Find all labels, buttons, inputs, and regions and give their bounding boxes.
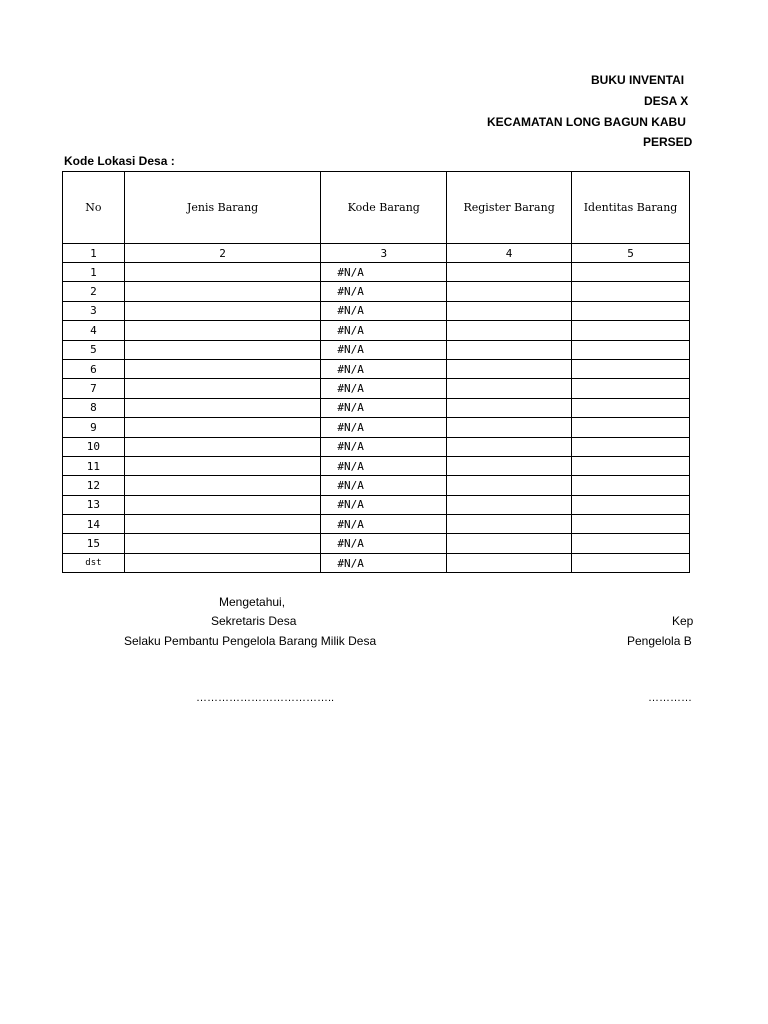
- cell-no: 5: [63, 340, 125, 359]
- cell-no: 12: [63, 476, 125, 495]
- table-row: [63, 398, 690, 417]
- doc-title-line-2: DESA X: [644, 94, 689, 108]
- cell-no: 14: [63, 515, 125, 534]
- table-row: [63, 418, 690, 437]
- cell-jenis-barang: [124, 515, 321, 534]
- cell-identitas-barang: [572, 476, 690, 495]
- cell-kode-barang: #N/A: [321, 321, 447, 340]
- cell-jenis-barang: [124, 263, 321, 282]
- cell-kode-barang: #N/A: [321, 282, 447, 301]
- cell-no: 3: [63, 301, 125, 320]
- cell-identitas-barang: [572, 534, 690, 553]
- cell-jenis-barang: [124, 340, 321, 359]
- cell-jenis-barang: [124, 437, 321, 456]
- cell-kode-barang: #N/A: [321, 456, 447, 475]
- cell-register-barang: [447, 359, 572, 378]
- cell-identitas-barang: [572, 321, 690, 340]
- cell-register-barang: [447, 340, 572, 359]
- cell-no: 2: [63, 282, 125, 301]
- cell-identitas-barang: [572, 515, 690, 534]
- cell-jenis-barang: [124, 301, 321, 320]
- table-row: [63, 456, 690, 475]
- cell-kode-barang: #N/A: [321, 379, 447, 398]
- cell-identitas-barang: [572, 359, 690, 378]
- cell-register-barang: [447, 301, 572, 320]
- inventory-table: [62, 171, 690, 573]
- cell-no: 7: [63, 379, 125, 398]
- cell-register-barang: [447, 515, 572, 534]
- cell-jenis-barang: [124, 553, 321, 572]
- column-header-register-barang: Register Barang: [447, 172, 572, 244]
- cell-kode-barang: #N/A: [321, 340, 447, 359]
- cell-register-barang: [447, 437, 572, 456]
- kode-lokasi-label: Kode Lokasi Desa :: [64, 154, 175, 168]
- table-body: [63, 263, 690, 573]
- cell-jenis-barang: [124, 456, 321, 475]
- cell-jenis-barang: [124, 398, 321, 417]
- cell-register-barang: [447, 476, 572, 495]
- cell-register-barang: [447, 495, 572, 514]
- cell-kode-barang: #N/A: [321, 301, 447, 320]
- column-header-kode-barang: Kode Barang: [321, 172, 447, 244]
- cell-register-barang: [447, 321, 572, 340]
- cell-no: 6: [63, 359, 125, 378]
- cell-kode-barang: #N/A: [321, 515, 447, 534]
- cell-identitas-barang: [572, 418, 690, 437]
- cell-register-barang: [447, 282, 572, 301]
- table-row: [63, 263, 690, 282]
- cell-no: 8: [63, 398, 125, 417]
- cell-no: 11: [63, 456, 125, 475]
- cell-register-barang: [447, 379, 572, 398]
- cell-jenis-barang: [124, 476, 321, 495]
- column-number: 3: [321, 244, 447, 263]
- cell-identitas-barang: [572, 301, 690, 320]
- cell-no: 1: [63, 263, 125, 282]
- table-row: [63, 495, 690, 514]
- cell-no: dst: [63, 553, 125, 572]
- cell-no: 4: [63, 321, 125, 340]
- cell-identitas-barang: [572, 553, 690, 572]
- table-row: [63, 515, 690, 534]
- cell-jenis-barang: [124, 495, 321, 514]
- column-header-identitas-barang: Identitas Barang: [572, 172, 690, 244]
- cell-kode-barang: #N/A: [321, 534, 447, 553]
- signature-left-line-3: Selaku Pembantu Pengelola Barang Milik Desa: [124, 634, 377, 648]
- cell-kode-barang: #N/A: [321, 437, 447, 456]
- table-row: [63, 437, 690, 456]
- cell-jenis-barang: [124, 418, 321, 437]
- cell-jenis-barang: [124, 321, 321, 340]
- table-row: [63, 534, 690, 553]
- cell-register-barang: [447, 263, 572, 282]
- signature-left-line-2: Sekretaris Desa: [211, 614, 297, 628]
- cell-jenis-barang: [124, 379, 321, 398]
- cell-identitas-barang: [572, 495, 690, 514]
- cell-identitas-barang: [572, 340, 690, 359]
- column-number-row: [63, 244, 690, 263]
- cell-register-barang: [447, 553, 572, 572]
- column-number: 5: [572, 244, 690, 263]
- table-header-row: [63, 172, 690, 244]
- column-header-no: No: [63, 172, 125, 244]
- cell-identitas-barang: [572, 398, 690, 417]
- cell-register-barang: [447, 456, 572, 475]
- signature-left-line-1: Mengetahui,: [219, 595, 286, 609]
- column-number: 1: [63, 244, 125, 263]
- table-row: [63, 553, 690, 572]
- cell-kode-barang: #N/A: [321, 359, 447, 378]
- signature-right-dots: …………: [648, 692, 692, 704]
- table-row: [63, 340, 690, 359]
- cell-identitas-barang: [572, 263, 690, 282]
- cell-kode-barang: #N/A: [321, 553, 447, 572]
- table-row: [63, 476, 690, 495]
- doc-title-line-4: PERSED: [643, 135, 693, 149]
- cell-kode-barang: #N/A: [321, 263, 447, 282]
- cell-kode-barang: #N/A: [321, 476, 447, 495]
- cell-identitas-barang: [572, 456, 690, 475]
- cell-jenis-barang: [124, 359, 321, 378]
- cell-no: 13: [63, 495, 125, 514]
- cell-identitas-barang: [572, 379, 690, 398]
- signature-left-dots: ………………………………..: [196, 692, 335, 704]
- table-row: [63, 359, 690, 378]
- cell-register-barang: [447, 398, 572, 417]
- cell-no: 15: [63, 534, 125, 553]
- cell-kode-barang: #N/A: [321, 495, 447, 514]
- signature-right-line-1: Kep: [672, 614, 694, 628]
- doc-title-line-1: BUKU INVENTAI: [591, 73, 685, 87]
- cell-no: 9: [63, 418, 125, 437]
- column-number: 4: [447, 244, 572, 263]
- cell-kode-barang: #N/A: [321, 398, 447, 417]
- table-row: [63, 282, 690, 301]
- cell-jenis-barang: [124, 534, 321, 553]
- doc-title-line-3: KECAMATAN LONG BAGUN KABU: [487, 115, 686, 129]
- signature-right-line-2: Pengelola B: [627, 634, 692, 648]
- cell-identitas-barang: [572, 437, 690, 456]
- cell-jenis-barang: [124, 282, 321, 301]
- column-header-jenis-barang: Jenis Barang: [124, 172, 321, 244]
- cell-no: 10: [63, 437, 125, 456]
- cell-kode-barang: #N/A: [321, 418, 447, 437]
- cell-register-barang: [447, 418, 572, 437]
- column-number: 2: [124, 244, 321, 263]
- table-row: [63, 379, 690, 398]
- table-row: [63, 321, 690, 340]
- cell-register-barang: [447, 534, 572, 553]
- cell-identitas-barang: [572, 282, 690, 301]
- table-row: [63, 301, 690, 320]
